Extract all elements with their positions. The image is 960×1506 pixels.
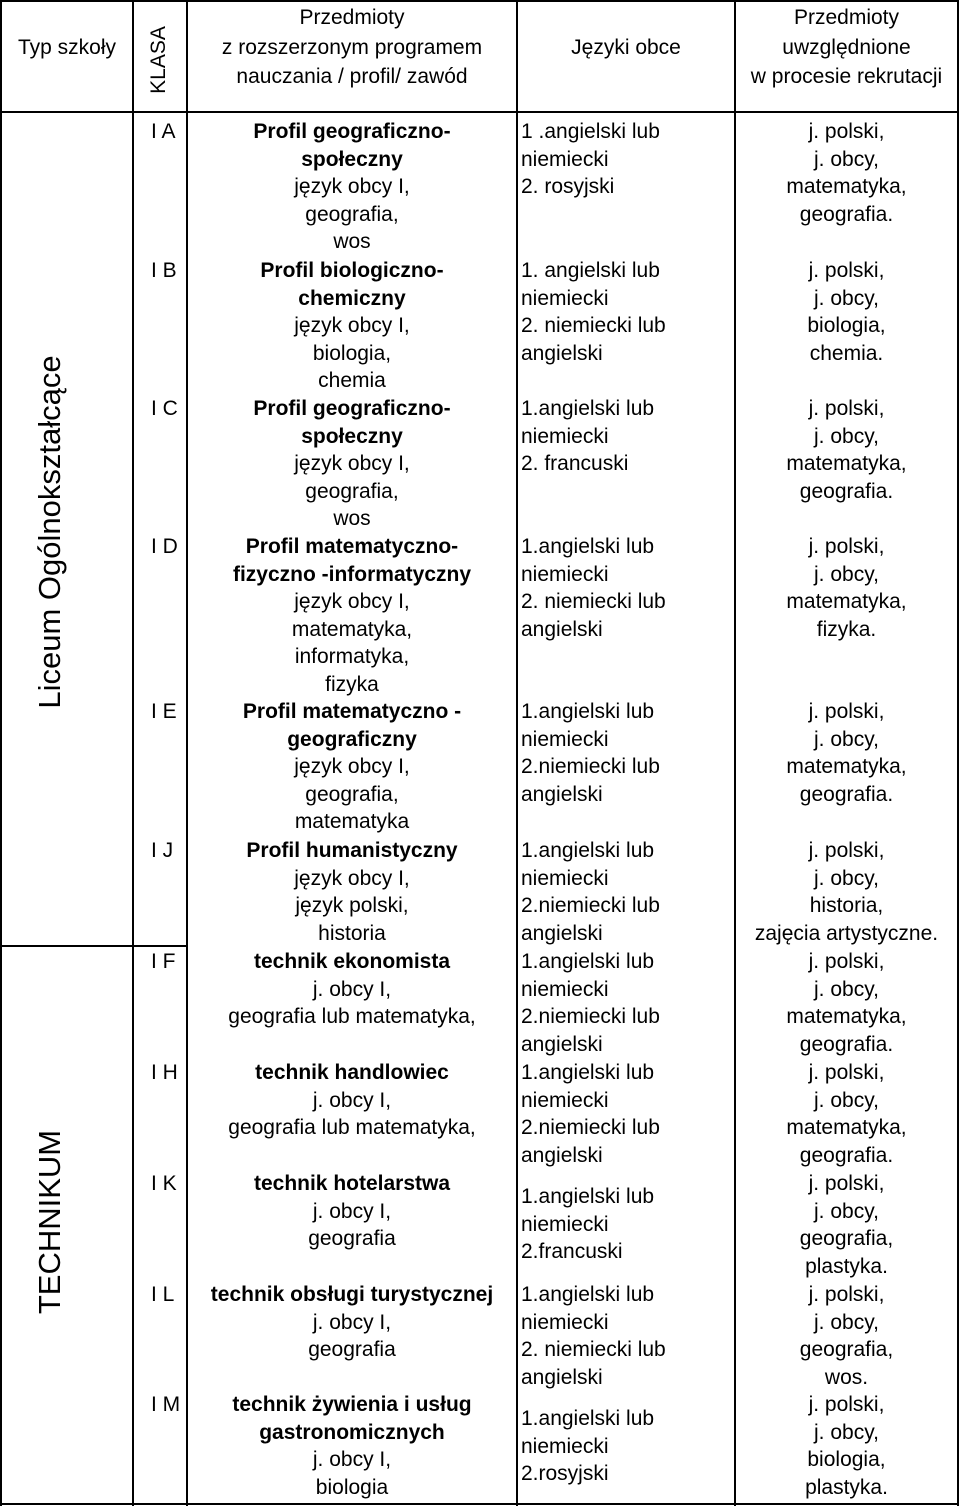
profile-line: technik obsługi turystycznej	[210, 1283, 494, 1306]
profile-line: biologia,	[312, 341, 392, 365]
recruitment-line: matematyka,	[786, 1116, 907, 1139]
profile-line: matematyka	[294, 810, 410, 833]
recruitment-line: geografia.	[799, 1032, 894, 1056]
language-line: angielski	[521, 341, 603, 365]
language-line: angielski	[521, 1365, 603, 1389]
profile-cell	[188, 1281, 516, 1364]
language-line: 1.angielski lub	[521, 839, 655, 862]
profile-line: Profil geograficzno-	[253, 120, 451, 143]
border-bottom	[0, 1503, 959, 1505]
language-line: 2. rosyjski	[521, 175, 615, 198]
header-class: KLASA	[147, 26, 170, 94]
language-line: 1.angielski lub	[521, 700, 655, 723]
languages-cell	[521, 1281, 731, 1391]
language-line: 1 .angielski lub	[521, 120, 660, 143]
recruitment-line: j. polski,	[808, 535, 885, 558]
languages-cell	[521, 948, 731, 1058]
language-line: niemiecki	[521, 1310, 609, 1334]
profile-line: matematyka,	[291, 617, 413, 641]
header-subjects-line: nauczania / profil/ zawód	[236, 65, 468, 88]
profile-cell	[188, 395, 516, 533]
profile-line: język obcy I,	[294, 866, 410, 890]
language-line: 2.rosyjski	[521, 1462, 609, 1485]
recruitment-line: j. obcy,	[814, 424, 879, 448]
profile-cell	[188, 1170, 516, 1253]
class-cell: I L	[151, 1283, 175, 1306]
recruitment-line: geografia,	[799, 1338, 894, 1361]
recruitment-line: j. polski,	[808, 1172, 885, 1195]
profile-cell	[188, 533, 516, 698]
profile-line: biologia	[315, 1475, 389, 1499]
profile-line: geografia,	[305, 202, 399, 226]
header-subjects-line: z rozszerzonym programem	[221, 35, 483, 59]
profile-line: gastronomicznych	[259, 1420, 445, 1444]
profile-line: język obcy I,	[294, 175, 410, 198]
recruitment-line: j. obcy,	[814, 866, 879, 890]
profile-line: język obcy I,	[294, 755, 410, 778]
profile-cell	[188, 698, 516, 836]
profile-line: j. obcy I,	[312, 1310, 392, 1334]
header-recruitment-line: w procesie rekrutacji	[750, 65, 943, 88]
recruitment-line: j. polski,	[808, 950, 885, 973]
profile-line: technik hotelarstwa	[253, 1172, 451, 1195]
profile-line: chemia	[318, 369, 386, 392]
recruitment-line: j. polski,	[808, 397, 885, 420]
profile-cell	[188, 837, 516, 947]
language-line: niemiecki	[521, 1212, 609, 1236]
language-line: niemiecki	[521, 1088, 609, 1112]
recruitment-line: j. obcy,	[814, 1420, 879, 1444]
class-cell: I D	[151, 535, 178, 558]
recruitment-cell	[736, 257, 957, 367]
recruitment-line: plastyka.	[805, 1475, 888, 1499]
profile-line: geografia	[308, 1338, 396, 1361]
languages-cell	[521, 837, 731, 947]
recruitment-line: j. polski,	[808, 1061, 885, 1084]
class-cell: I F	[151, 950, 176, 973]
class-cell: I C	[151, 397, 178, 420]
recruitment-line: j. polski,	[808, 1283, 885, 1306]
language-line: 1.angielski lub	[521, 950, 655, 973]
profile-line: geografia lub matematyka,	[228, 1005, 476, 1028]
header-languages: Języki obce	[571, 36, 681, 59]
profile-cell	[188, 118, 516, 256]
header-recruitment-line: Przedmioty	[793, 6, 900, 29]
profile-line: Profil humanistyczny	[246, 839, 458, 862]
profile-cell	[188, 1059, 516, 1142]
recruitment-line: j. obcy,	[814, 977, 879, 1001]
class-cell: I B	[151, 259, 177, 282]
language-line: 1.angielski lub	[521, 1407, 655, 1430]
header-subjects-line: Przedmioty	[299, 6, 405, 29]
border-right	[957, 0, 959, 1506]
profile-line: historia	[318, 921, 386, 945]
profile-line: język polski,	[295, 894, 409, 917]
recruitment-line: geografia.	[799, 479, 894, 503]
recruitment-line: zajęcia artystyczne.	[754, 921, 939, 945]
class-cell: I J	[151, 839, 174, 862]
recruitment-line: fizyka.	[816, 617, 877, 641]
language-line: angielski	[521, 617, 603, 641]
recruitment-line: wos.	[824, 1365, 869, 1389]
languages-cell	[521, 533, 731, 643]
language-line: 2.niemiecki lub	[521, 755, 660, 778]
recruitment-line: geografia.	[799, 202, 894, 226]
recruitment-line: geografia.	[799, 782, 894, 806]
recruitment-line: matematyka,	[786, 175, 907, 198]
language-line: niemiecki	[521, 727, 609, 751]
profile-line: technik żywienia i usług	[232, 1393, 472, 1416]
language-line: niemiecki	[521, 147, 609, 171]
recruitment-line: j. obcy,	[814, 562, 879, 586]
recruitment-cell	[736, 698, 957, 808]
class-cell: I M	[151, 1393, 181, 1416]
recruitment-line: geografia.	[799, 1143, 894, 1167]
profile-line: geografia,	[305, 782, 399, 806]
language-line: niemiecki	[521, 424, 609, 448]
profile-line: informatyka,	[294, 645, 410, 668]
language-line: 1.angielski lub	[521, 1283, 655, 1306]
school-type-technikum: TECHNIKUM	[32, 1129, 67, 1315]
profile-line: j. obcy I,	[312, 1088, 392, 1112]
languages-cell	[521, 1405, 731, 1488]
divider-school-type	[132, 0, 134, 1506]
language-line: angielski	[521, 782, 603, 806]
recruitment-line: biologia,	[807, 1448, 886, 1471]
recruitment-line: matematyka,	[786, 590, 907, 613]
profile-line: fizyczno -informatyczny	[232, 562, 472, 586]
language-line: 1.angielski lub	[521, 1061, 655, 1084]
recruitment-line: plastyka.	[805, 1254, 888, 1278]
class-cell: I A	[151, 120, 176, 143]
profile-line: geografia,	[305, 479, 399, 503]
recruitment-line: matematyka,	[786, 755, 907, 778]
language-line: niemiecki	[521, 1434, 609, 1458]
language-line: 2. niemiecki lub	[521, 590, 666, 613]
languages-cell	[521, 395, 731, 478]
recruitment-line: j. polski,	[808, 1393, 885, 1416]
language-line: 2. francuski	[521, 452, 629, 475]
recruitment-cell	[736, 837, 957, 947]
profile-line: Profil biologiczno-	[260, 259, 444, 282]
border-left	[0, 0, 2, 1506]
languages-cell	[521, 698, 731, 808]
profile-line: wos	[333, 507, 371, 530]
profile-line: wos	[333, 230, 371, 253]
profile-cell	[188, 948, 516, 1031]
language-line: 2.niemiecki lub	[521, 1116, 660, 1139]
profile-line: chemiczny	[298, 286, 406, 310]
profile-line: j. obcy I,	[312, 1448, 392, 1471]
recruitment-cell	[736, 1391, 957, 1501]
recruitment-line: j. polski,	[808, 120, 885, 143]
header-recruitment-line: uwzględnione	[782, 35, 911, 59]
language-line: 1. angielski lub	[521, 259, 660, 282]
profile-line: społeczny	[301, 147, 403, 171]
profile-line: język obcy I,	[294, 314, 410, 337]
header-recruitment	[736, 3, 957, 92]
recruitment-cell	[736, 1059, 957, 1169]
recruitment-line: j. polski,	[808, 700, 885, 723]
language-line: 1.angielski lub	[521, 397, 655, 420]
language-line: 2. niemiecki lub	[521, 314, 666, 337]
header-school-type: Typ szkoły	[17, 36, 117, 59]
profile-line: geografia	[308, 1227, 396, 1250]
recruitment-cell	[736, 1170, 957, 1280]
languages-cell	[521, 257, 731, 367]
language-line: niemiecki	[521, 866, 609, 890]
recruitment-line: j. obcy,	[814, 147, 879, 171]
profile-line: geograficzny	[287, 727, 417, 751]
language-line: 2.francuski	[521, 1240, 623, 1263]
recruitment-line: j. obcy,	[814, 1088, 879, 1112]
recruitment-line: matematyka,	[786, 1005, 907, 1028]
profile-cell	[188, 1391, 516, 1501]
language-line: 1.angielski lub	[521, 535, 655, 558]
profile-line: j. obcy I,	[312, 977, 392, 1001]
recruitment-cell	[736, 533, 957, 643]
recruitment-line: j. polski,	[808, 259, 885, 282]
language-line: niemiecki	[521, 286, 609, 310]
language-line: 1.angielski lub	[521, 1185, 655, 1208]
profile-line: język obcy I,	[294, 452, 410, 475]
recruitment-line: biologia,	[807, 314, 886, 337]
recruitment-cell	[736, 395, 957, 505]
recruitment-line: j. obcy,	[814, 727, 879, 751]
profile-line: Profil matematyczno -	[242, 700, 462, 723]
languages-cell	[521, 1059, 731, 1169]
language-line: niemiecki	[521, 562, 609, 586]
recruitment-cell	[736, 118, 957, 228]
profile-line: technik ekonomista	[253, 950, 451, 973]
recruitment-line: historia,	[809, 894, 884, 917]
profile-line: fizyka	[325, 672, 379, 696]
class-cell: I H	[151, 1061, 178, 1084]
profile-line: j. obcy I,	[312, 1199, 392, 1223]
recruitment-line: j. obcy,	[814, 1199, 879, 1223]
profile-cell	[188, 257, 516, 395]
recruitment-line: matematyka,	[786, 452, 907, 475]
recruitment-line: geografia,	[799, 1227, 894, 1250]
profile-line: geografia lub matematyka,	[228, 1116, 476, 1139]
profile-line: technik handlowiec	[255, 1061, 449, 1084]
profile-line: język obcy I,	[294, 590, 410, 613]
language-line: 2.niemiecki lub	[521, 894, 660, 917]
recruitment-line: j. obcy,	[814, 1310, 879, 1334]
recruitment-line: chemia.	[809, 341, 884, 365]
class-cell: I E	[151, 700, 177, 723]
language-line: angielski	[521, 921, 603, 945]
profile-line: społeczny	[301, 424, 403, 448]
language-line: 2.niemiecki lub	[521, 1005, 660, 1028]
school-type-divider	[0, 945, 187, 947]
language-line: angielski	[521, 1032, 603, 1056]
language-line: niemiecki	[521, 977, 609, 1001]
recruitment-cell	[736, 948, 957, 1058]
profile-line: Profil matematyczno-	[245, 535, 459, 558]
recruitment-cell	[736, 1281, 957, 1391]
recruitment-line: j. polski,	[808, 839, 885, 862]
profile-line: Profil geograficzno-	[253, 397, 451, 420]
languages-cell	[521, 118, 731, 201]
header-subjects	[188, 3, 516, 92]
language-line: 2. niemiecki lub	[521, 1338, 666, 1361]
language-line: angielski	[521, 1143, 603, 1167]
class-cell: I K	[151, 1172, 177, 1195]
divider-subjects	[516, 0, 518, 1506]
school-type-lo: Liceum Ogólnokształcące	[32, 355, 67, 709]
recruitment-line: j. obcy,	[814, 286, 879, 310]
languages-cell	[521, 1183, 731, 1266]
